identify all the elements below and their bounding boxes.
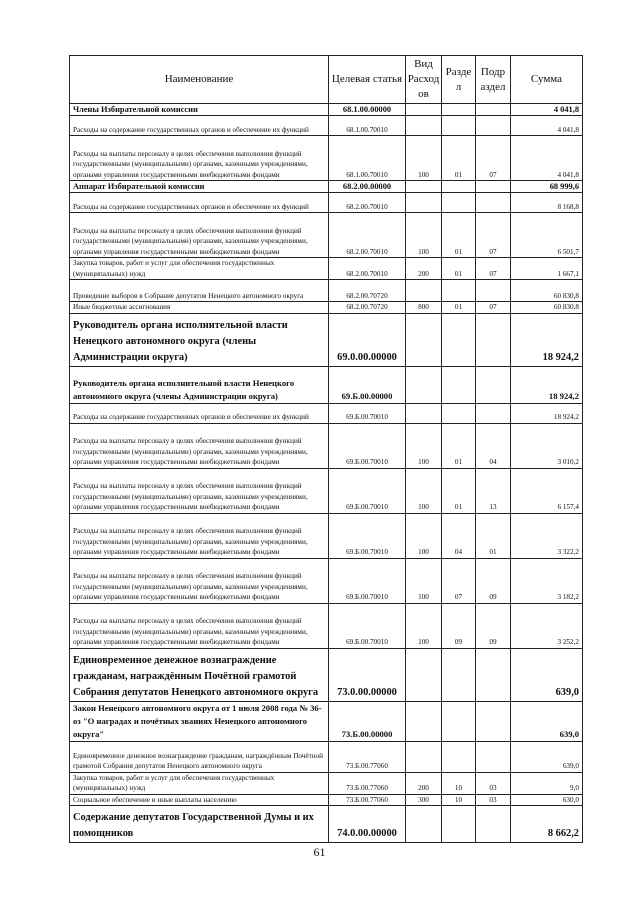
table-row — [70, 403, 583, 423]
cell-podrazdel: 07 — [476, 258, 511, 280]
cell-target: 69.Б.00.70010 — [329, 468, 406, 513]
cell-razdel — [442, 648, 476, 701]
cell-name: Расходы на выплаты персоналу в целях обеспечения выполнения функций государственными (муниципальными) органами, казенными учреждениями, органами управления государственными внебюджетными фондами — [70, 603, 329, 648]
cell-podrazdel — [476, 741, 511, 772]
table-row — [70, 213, 583, 258]
cell-podrazdel — [476, 181, 511, 193]
cell-target: 69.Б.00.70010 — [329, 603, 406, 648]
cell-name: Руководитель органа исполнительной власти Ненецкого автономного округа (члены Администрации округа) — [70, 366, 329, 403]
table-row — [70, 313, 583, 366]
cell-razdel: 01 — [442, 423, 476, 468]
cell-vid: 100 — [406, 558, 442, 603]
cell-razdel — [442, 193, 476, 213]
cell-target: 69.0.00.00000 — [329, 313, 406, 366]
cell-podrazdel: 01 — [476, 513, 511, 558]
cell-name: Проведение выборов в Собрание депутатов Ненецкого автономного округа — [70, 280, 329, 302]
cell-target: 73.0.00.00000 — [329, 648, 406, 701]
cell-target: 69.Б.00.70010 — [329, 423, 406, 468]
cell-razdel: 07 — [442, 558, 476, 603]
cell-vid — [406, 701, 442, 741]
cell-target: 73.Б.00.77060 — [329, 772, 406, 794]
cell-razdel — [442, 806, 476, 843]
table-row — [70, 603, 583, 648]
cell-sum: 9,0 — [511, 772, 583, 794]
cell-vid: 200 — [406, 772, 442, 794]
cell-target: 68.2.00.70720 — [329, 280, 406, 302]
table-row — [70, 280, 583, 302]
cell-vid — [406, 648, 442, 701]
cell-sum: 3 252,2 — [511, 603, 583, 648]
table-row — [70, 136, 583, 181]
cell-vid — [406, 313, 442, 366]
cell-sum: 3 010,2 — [511, 423, 583, 468]
table-row — [70, 181, 583, 193]
cell-target: 69.Б.00.00000 — [329, 366, 406, 403]
cell-sum: 60 830,8 — [511, 302, 583, 314]
cell-podrazdel: 07 — [476, 213, 511, 258]
cell-podrazdel — [476, 701, 511, 741]
table-row — [70, 468, 583, 513]
cell-name: Единовременное денежное вознаграждение гражданам, награждённым Почётной грамотой Собрания депутатов Ненецкого автономного округа — [70, 648, 329, 701]
cell-target: 69.Б.00.70010 — [329, 513, 406, 558]
cell-sum: 8 662,2 — [511, 806, 583, 843]
cell-razdel: 01 — [442, 468, 476, 513]
table-row — [70, 741, 583, 772]
cell-name: Закупка товаров, работ и услуг для обеспечения государственных (муниципальных) нужд — [70, 772, 329, 794]
cell-podrazdel — [476, 366, 511, 403]
cell-razdel: 01 — [442, 302, 476, 314]
table-row — [70, 558, 583, 603]
cell-name: Закон Ненецкого автономного округа от 1 июля 2008 года № 36-оз "О наградах и почётных званиях Ненецкого автономного округа" — [70, 701, 329, 741]
cell-name: Закупка товаров, работ и услуг для обеспечения государственных (муниципальных) нужд — [70, 258, 329, 280]
cell-razdel — [442, 104, 476, 116]
table-row — [70, 258, 583, 280]
cell-razdel: 10 — [442, 772, 476, 794]
table-body — [70, 104, 583, 843]
cell-vid: 100 — [406, 213, 442, 258]
cell-name: Расходы на выплаты персоналу в целях обеспечения выполнения функций государственными (муниципальными) органами, казенными учреждениями, органами управления государственными внебюджетными фондами — [70, 558, 329, 603]
table-header-row — [70, 56, 583, 104]
cell-podrazdel — [476, 806, 511, 843]
cell-razdel — [442, 701, 476, 741]
header-podrazdel: Подр аздел — [476, 56, 511, 104]
cell-name: Аппарат Избирательной комиссии — [70, 181, 329, 193]
cell-podrazdel: 09 — [476, 558, 511, 603]
cell-vid — [406, 280, 442, 302]
cell-vid: 100 — [406, 603, 442, 648]
table-row — [70, 302, 583, 314]
cell-razdel: 04 — [442, 513, 476, 558]
cell-vid — [406, 181, 442, 193]
cell-vid — [406, 741, 442, 772]
cell-razdel — [442, 181, 476, 193]
cell-vid: 300 — [406, 794, 442, 806]
cell-podrazdel: 03 — [476, 772, 511, 794]
cell-vid — [406, 806, 442, 843]
cell-name: Руководитель органа исполнительной власти Ненецкого автономного округа (члены Администрации округа) — [70, 313, 329, 366]
cell-sum: 4 041,8 — [511, 104, 583, 116]
cell-podrazdel — [476, 116, 511, 136]
cell-podrazdel: 07 — [476, 302, 511, 314]
cell-sum: 3 182,2 — [511, 558, 583, 603]
cell-vid — [406, 403, 442, 423]
cell-name: Расходы на выплаты персоналу в целях обеспечения выполнения функций государственными (муниципальными) органами, казенными учреждениями, органами управления государственными внебюджетными фондами — [70, 213, 329, 258]
cell-target: 68.1.00.70010 — [329, 116, 406, 136]
cell-sum: 60 830,8 — [511, 280, 583, 302]
cell-target: 73.Б.00.77060 — [329, 741, 406, 772]
cell-name: Иные бюджетные ассигнования — [70, 302, 329, 314]
cell-podrazdel: 13 — [476, 468, 511, 513]
table-row — [70, 806, 583, 843]
table-row — [70, 648, 583, 701]
cell-podrazdel: 09 — [476, 603, 511, 648]
cell-vid — [406, 193, 442, 213]
cell-name: Расходы на выплаты персоналу в целях обеспечения выполнения функций государственными (муниципальными) органами, казенными учреждениями, органами управления государственными внебюджетными фондами — [70, 136, 329, 181]
cell-razdel — [442, 116, 476, 136]
table-row — [70, 104, 583, 116]
cell-razdel — [442, 280, 476, 302]
table-row — [70, 116, 583, 136]
cell-vid: 100 — [406, 423, 442, 468]
cell-name: Содержание депутатов Государственной Думы и их помощников — [70, 806, 329, 843]
cell-sum: 18 924,2 — [511, 403, 583, 423]
cell-vid: 200 — [406, 258, 442, 280]
cell-target: 68.2.00.70720 — [329, 302, 406, 314]
cell-name: Социальное обеспечение и иные выплаты населению — [70, 794, 329, 806]
cell-sum: 639,0 — [511, 741, 583, 772]
cell-name: Расходы на содержание государственных органов и обеспечение их функций — [70, 193, 329, 213]
table-row — [70, 513, 583, 558]
cell-target: 74.0.00.00000 — [329, 806, 406, 843]
page-number: 61 — [313, 845, 326, 859]
cell-target: 68.1.00.00000 — [329, 104, 406, 116]
cell-target: 68.2.00.00000 — [329, 181, 406, 193]
header-vid: Вид Расход ов — [406, 56, 442, 104]
cell-target: 68.1.00.70010 — [329, 136, 406, 181]
cell-name: Расходы на выплаты персоналу в целях обеспечения выполнения функций государственными (муниципальными) органами, казенными учреждениями, органами управления государственными внебюджетными фондами — [70, 468, 329, 513]
cell-podrazdel — [476, 193, 511, 213]
cell-razdel: 09 — [442, 603, 476, 648]
cell-sum: 6 157,4 — [511, 468, 583, 513]
table-row — [70, 794, 583, 806]
cell-razdel — [442, 741, 476, 772]
cell-razdel: 01 — [442, 136, 476, 181]
cell-podrazdel: 03 — [476, 794, 511, 806]
table-row — [70, 366, 583, 403]
cell-sum: 630,0 — [511, 794, 583, 806]
cell-vid — [406, 366, 442, 403]
cell-name: Члены Избирательной комиссии — [70, 104, 329, 116]
cell-sum: 639,0 — [511, 648, 583, 701]
cell-name: Расходы на выплаты персоналу в целях обеспечения выполнения функций государственными (муниципальными) органами, казенными учреждениями, органами управления государственными внебюджетными фондами — [70, 513, 329, 558]
cell-target: 68.2.00.70010 — [329, 193, 406, 213]
cell-target: 68.2.00.70010 — [329, 258, 406, 280]
cell-sum: 4 041,8 — [511, 136, 583, 181]
cell-vid: 800 — [406, 302, 442, 314]
cell-vid: 100 — [406, 468, 442, 513]
cell-target: 69.Б.00.70010 — [329, 558, 406, 603]
cell-sum: 4 041,8 — [511, 116, 583, 136]
header-target: Целевая статья — [329, 56, 406, 104]
cell-sum: 68 999,6 — [511, 181, 583, 193]
cell-razdel — [442, 366, 476, 403]
cell-podrazdel — [476, 104, 511, 116]
cell-sum: 6 501,7 — [511, 213, 583, 258]
cell-vid — [406, 104, 442, 116]
cell-vid — [406, 116, 442, 136]
header-sum: Сумма — [511, 56, 583, 104]
cell-name: Единовременное денежное вознаграждение гражданам, награждённым Почётной грамотой Собрания депутатов Ненецкого автономного округа — [70, 741, 329, 772]
cell-target: 73.Б.00.77060 — [329, 794, 406, 806]
table-row — [70, 423, 583, 468]
table-row — [70, 701, 583, 741]
cell-podrazdel: 07 — [476, 136, 511, 181]
budget-table-sheet — [69, 55, 582, 843]
cell-name: Расходы на выплаты персоналу в целях обеспечения выполнения функций государственными (муниципальными) органами, казенными учреждениями, органами управления государственными внебюджетными фондами — [70, 423, 329, 468]
cell-target: 69.Б.00.70010 — [329, 403, 406, 423]
cell-vid: 100 — [406, 513, 442, 558]
cell-podrazdel — [476, 403, 511, 423]
cell-sum: 3 322,2 — [511, 513, 583, 558]
cell-name: Расходы на содержание государственных органов и обеспечение их функций — [70, 403, 329, 423]
cell-sum: 1 667,1 — [511, 258, 583, 280]
header-name: Наименование — [70, 56, 329, 104]
table-row — [70, 772, 583, 794]
cell-podrazdel — [476, 313, 511, 366]
cell-sum: 18 924,2 — [511, 313, 583, 366]
cell-vid: 100 — [406, 136, 442, 181]
cell-target: 73.Б.00.00000 — [329, 701, 406, 741]
cell-razdel — [442, 403, 476, 423]
cell-razdel: 01 — [442, 258, 476, 280]
cell-sum: 639,0 — [511, 701, 583, 741]
cell-razdel: 10 — [442, 794, 476, 806]
cell-podrazdel — [476, 280, 511, 302]
cell-name: Расходы на содержание государственных органов и обеспечение их функций — [70, 116, 329, 136]
cell-sum: 18 924,2 — [511, 366, 583, 403]
table-row — [70, 193, 583, 213]
cell-podrazdel — [476, 648, 511, 701]
cell-sum: 8 168,8 — [511, 193, 583, 213]
cell-razdel — [442, 313, 476, 366]
cell-target: 68.2.00.70010 — [329, 213, 406, 258]
cell-podrazdel: 04 — [476, 423, 511, 468]
header-razdel: Разде л — [442, 56, 476, 104]
budget-table — [69, 55, 583, 843]
cell-razdel: 01 — [442, 213, 476, 258]
